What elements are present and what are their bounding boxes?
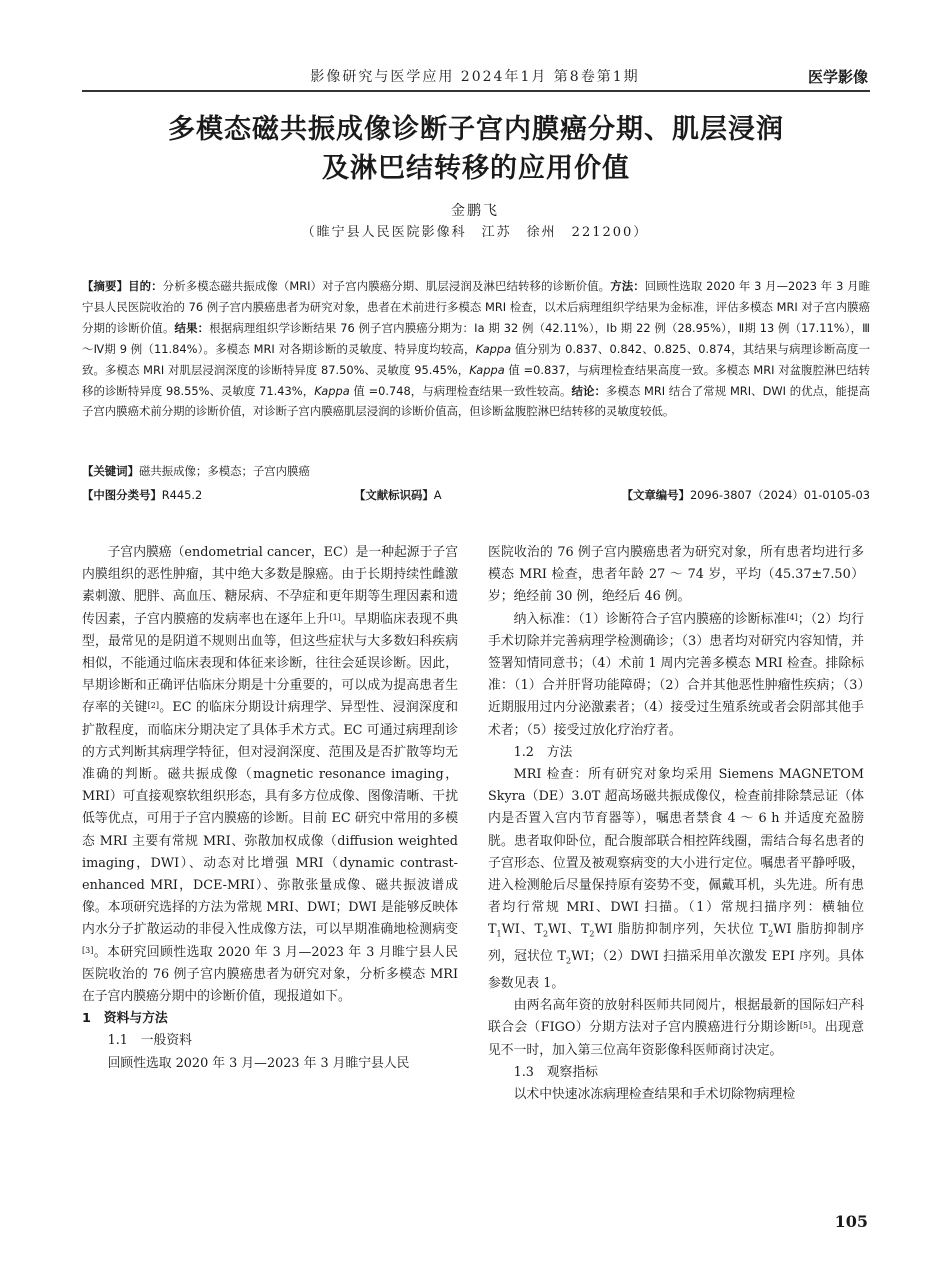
subscript: 1 (496, 930, 502, 939)
citation: [2] (147, 701, 159, 711)
subsection-heading: 1.1 一般资料 (107, 1033, 192, 1049)
clc-number (82, 487, 202, 503)
doc-label: 【文献标识码】 (354, 488, 434, 502)
art-label: 【文章编号】 (621, 488, 690, 502)
keywords (82, 463, 870, 479)
doc-value: A (433, 488, 442, 502)
subscript: 2 (589, 930, 595, 939)
text-run: 纳入标准：（1）诊断符合子宫内膜癌的诊断标准 (513, 611, 787, 627)
kappa-term: Kappa (475, 341, 512, 356)
citation: [1] (329, 612, 341, 622)
citation: [4] (786, 612, 798, 622)
purpose-text: 分析多模态磁共振成像（MRI）对子宫内膜癌分期、肌层浸润及淋巴结转移的诊断价值。 (162, 279, 611, 293)
document-code (354, 487, 442, 503)
text-run: WI 脂肪抑制序列，冠状位 T (488, 922, 864, 965)
page-number: 105 (834, 1212, 868, 1231)
paragraph (488, 995, 864, 1062)
text-run: WI 脂肪抑制序列，矢状位 T (594, 922, 769, 938)
subsection-heading: 1.3 观察指标 (513, 1064, 598, 1080)
kappa-term: Kappa (469, 362, 505, 377)
abstract (82, 276, 870, 422)
text-run: WI、T (501, 922, 543, 938)
clc-label: 【中图分类号】 (82, 488, 162, 502)
paragraph: 以术中快速冰冻病理检查结果和手术切除物病理检 (513, 1086, 796, 1102)
journal-header: 影像研究与医学应用 2024年1月 第8卷第1期 (310, 69, 640, 85)
body-column-left (82, 542, 458, 1075)
text-run: MRI 检查：所有研究对象均采用 Siemens MAGNETOM Skyra（DE）3.0T 超高场磁共振成像仪，检查前排除禁忌证（体内是否置入宫内节育器等），嘱患者禁食 4 ～ 6 h 并适度充盈膀胱。患者取仰卧位，配合腹部联合相控阵线圈，需结合每名患者的子宫形态、位置及被观察病变的大小进行定位。嘱患者平静呼吸，进入检测舱后尽量保持原有姿势不变，佩戴耳机，头先进。所有患者均行常规 MRI、DWI 扫描。（1）常规扫描序列：横轴位 T (488, 767, 864, 938)
subscript: 2 (542, 930, 549, 939)
paragraph (488, 764, 864, 995)
text-run: 。出现意见不一时，加入第三位高年资影像科医师商讨决定。 (488, 1020, 865, 1058)
subscript: 2 (566, 956, 572, 966)
text-run: WI；（2）DWI 扫描采用单次激发 EPI 序列。具体参数见表 1。 (488, 949, 864, 991)
keywords-label: 【关键词】 (82, 464, 139, 478)
title-line-1: 多模态磁共振成像诊断子宫内膜癌分期、肌层浸润 (168, 114, 784, 145)
result-text-b: 值分别为 0.837、0.842、0.825、0.874，其结果与病理诊断高度一致。多模态 MRI 对肌层浸润深度的诊断特异度 87.50%、灵敏度 95.45%， (82, 341, 870, 377)
author: 金鹏飞 (451, 203, 499, 219)
affiliation: （睢宁县人民医院影像科 江苏 徐州 221200） (301, 225, 649, 240)
subscript: 2 (768, 930, 774, 939)
section-heading: 1 资料与方法 (82, 1011, 168, 1027)
text-run: 。早期临床表现不典型，最常见的是阴道不规则出血等，但这些症状与大多数妇科疾病相似，不能通过临床表现和体征来诊断，往往会延误诊断。因此，早期诊断和正确评估临床分期是十分重要的，可以成为提高患者生存率的关键 (82, 611, 459, 716)
citation: [3] (82, 945, 94, 955)
title-line-2: 及淋巴结转移的应用价值 (322, 153, 630, 184)
paragraph: 医院收治的 76 例子宫内膜癌患者为研究对象，所有患者均进行多模态 MRI 检查，患者年龄 27 ～ 74 岁，平均（45.37±7.50）岁；绝经前 30 例，绝经后 46 例。 (488, 545, 864, 605)
conclusion-text: 多模态 MRI 结合了常规 MRI、DWI 的优点，能提高子宫内膜癌术前分期的诊断价值，对诊断子宫内膜癌肌层浸润的诊断价值高，但诊断盆腹腔淋巴结转移的灵敏度较低。 (82, 383, 870, 419)
subsection-heading: 1.2 方法 (513, 744, 573, 760)
text-run: WI、T (548, 922, 590, 938)
text-run: ；（2）均行手术切除并完善病理学检测确诊；（3）患者均对研究内容知情，并签署知情同意书；（4）术前 1 周内完善多模态 MRI 检查。排除标准：（1）合并肝肾功能障碍；（2）合并其他恶性肿瘤性疾病；（3）近期服用过内分泌激素者；（4）接受过生殖系统或者会阴部其他手术者；（5）接受过放化疗治疗者。 (488, 611, 864, 738)
method-label: 方法： (610, 279, 645, 293)
paragraph: 回顾性选取 2020 年 3 月—2023 年 3 月睢宁县人民 (107, 1055, 410, 1071)
result-text-a: 根据病理组织学诊断结果 76 例子宫内膜癌分期为：Ⅰa 期 32 例（42.11%），Ⅰb 期 22 例（28.95%），Ⅱ期 13 例（17.11%），Ⅲ～Ⅳ期 9 例（11.84%）。多模态 MRI 对各期诊断的灵敏度、特异度均较高， (82, 320, 870, 356)
clc-value: R445.2 (161, 488, 203, 502)
text-run: 由两名高年资的放射科医师共同阅片，根据最新的国际妇产科联合会（FIGO）分期方法对子宫内膜癌进行分期诊断 (488, 998, 864, 1036)
citation: [5] (799, 1021, 812, 1031)
body-column-right (488, 542, 864, 1106)
text-run: 。EC 的临床分期设计病理学、异型性、浸润深度和扩散程度，而临床分期决定了具体手术方式。EC 可通过病理刮诊的方式判断其病理学特征，但对浸润深度、范围及是否扩散等均无准确的判断。磁共振成像（magnetic resonance imaging，MRI）可直接观察软组织形态，具有多方位成像、图像清晰、干扰低等优点，可用于子宫内膜癌的诊断。目前 EC 研究中常用的多模态 MRI 主要有常规 MRI、弥散加权成像（diffusion weighted imaging，DWI）、动态对比增强 MRI（dynamic contrast-enhanced MRI，DCE-MRI）、弥散张量成像、磁共振波谱成像。本项研究选择的方法为常规 MRI、DWI；DWI 是能够反映体内水分子扩散运动的非侵入性成像方法，可以早期准确地检测病变 (82, 700, 459, 938)
result-text-d: 值 =0.748，与病理检查结果一致性较高。 (349, 383, 572, 398)
paragraph (488, 609, 864, 742)
method-text: 回顾性选取 2020 年 3 月—2023 年 3 月睢宁县人民医院收治的 76 例子宫内膜癌患者为研究对象，患者在术前进行多模态 MRI 检查，以术后病理组织学结果为金标准，评估多模态 MRI 对子宫内膜癌分期的诊断价值。 (82, 279, 870, 335)
keywords-text: 磁共振成像；多模态；子宫内膜癌 (138, 464, 310, 478)
kappa-term: Kappa (314, 383, 350, 398)
result-label: 结果： (174, 320, 210, 335)
article-title (82, 110, 870, 188)
text-run: 。本研究回顾性选取 2020 年 3 月—2023 年 3 月睢宁县人民医院收治的 76 例子宫内膜癌患者为研究对象，分析多模态 MRI 在子宫内膜癌分期中的诊断价值，现报道如下。 (82, 944, 458, 1005)
text-run: 子宫内膜癌（endometrial cancer，EC）是一种起源于子宫内膜组织的恶性肿瘤，其中绝大多数是腺癌。由于长期持续性雌激素刺激、肥胖、高血压、糖尿病、不孕症和更年期等生理因素和遗传因素，子宫内膜癌的发病率也在逐年上升 (82, 545, 458, 627)
header-rule (82, 90, 870, 92)
paragraph (82, 542, 458, 1008)
purpose-label: 目的： (128, 279, 163, 293)
result-text-c: 值 =0.837，与病理检查结果高度一致。多模态 MRI 对盆腹腔淋巴结转移的诊断特异度 98.55%、灵敏度 71.43%， (82, 362, 870, 398)
article-number (622, 487, 870, 503)
abstract-label: 【摘要】 (82, 279, 129, 293)
conclusion-label: 结论： (571, 383, 606, 398)
art-value: 2096-3807（2024）01-0105-03 (689, 488, 870, 502)
section-label: 医学影像 (807, 68, 868, 86)
